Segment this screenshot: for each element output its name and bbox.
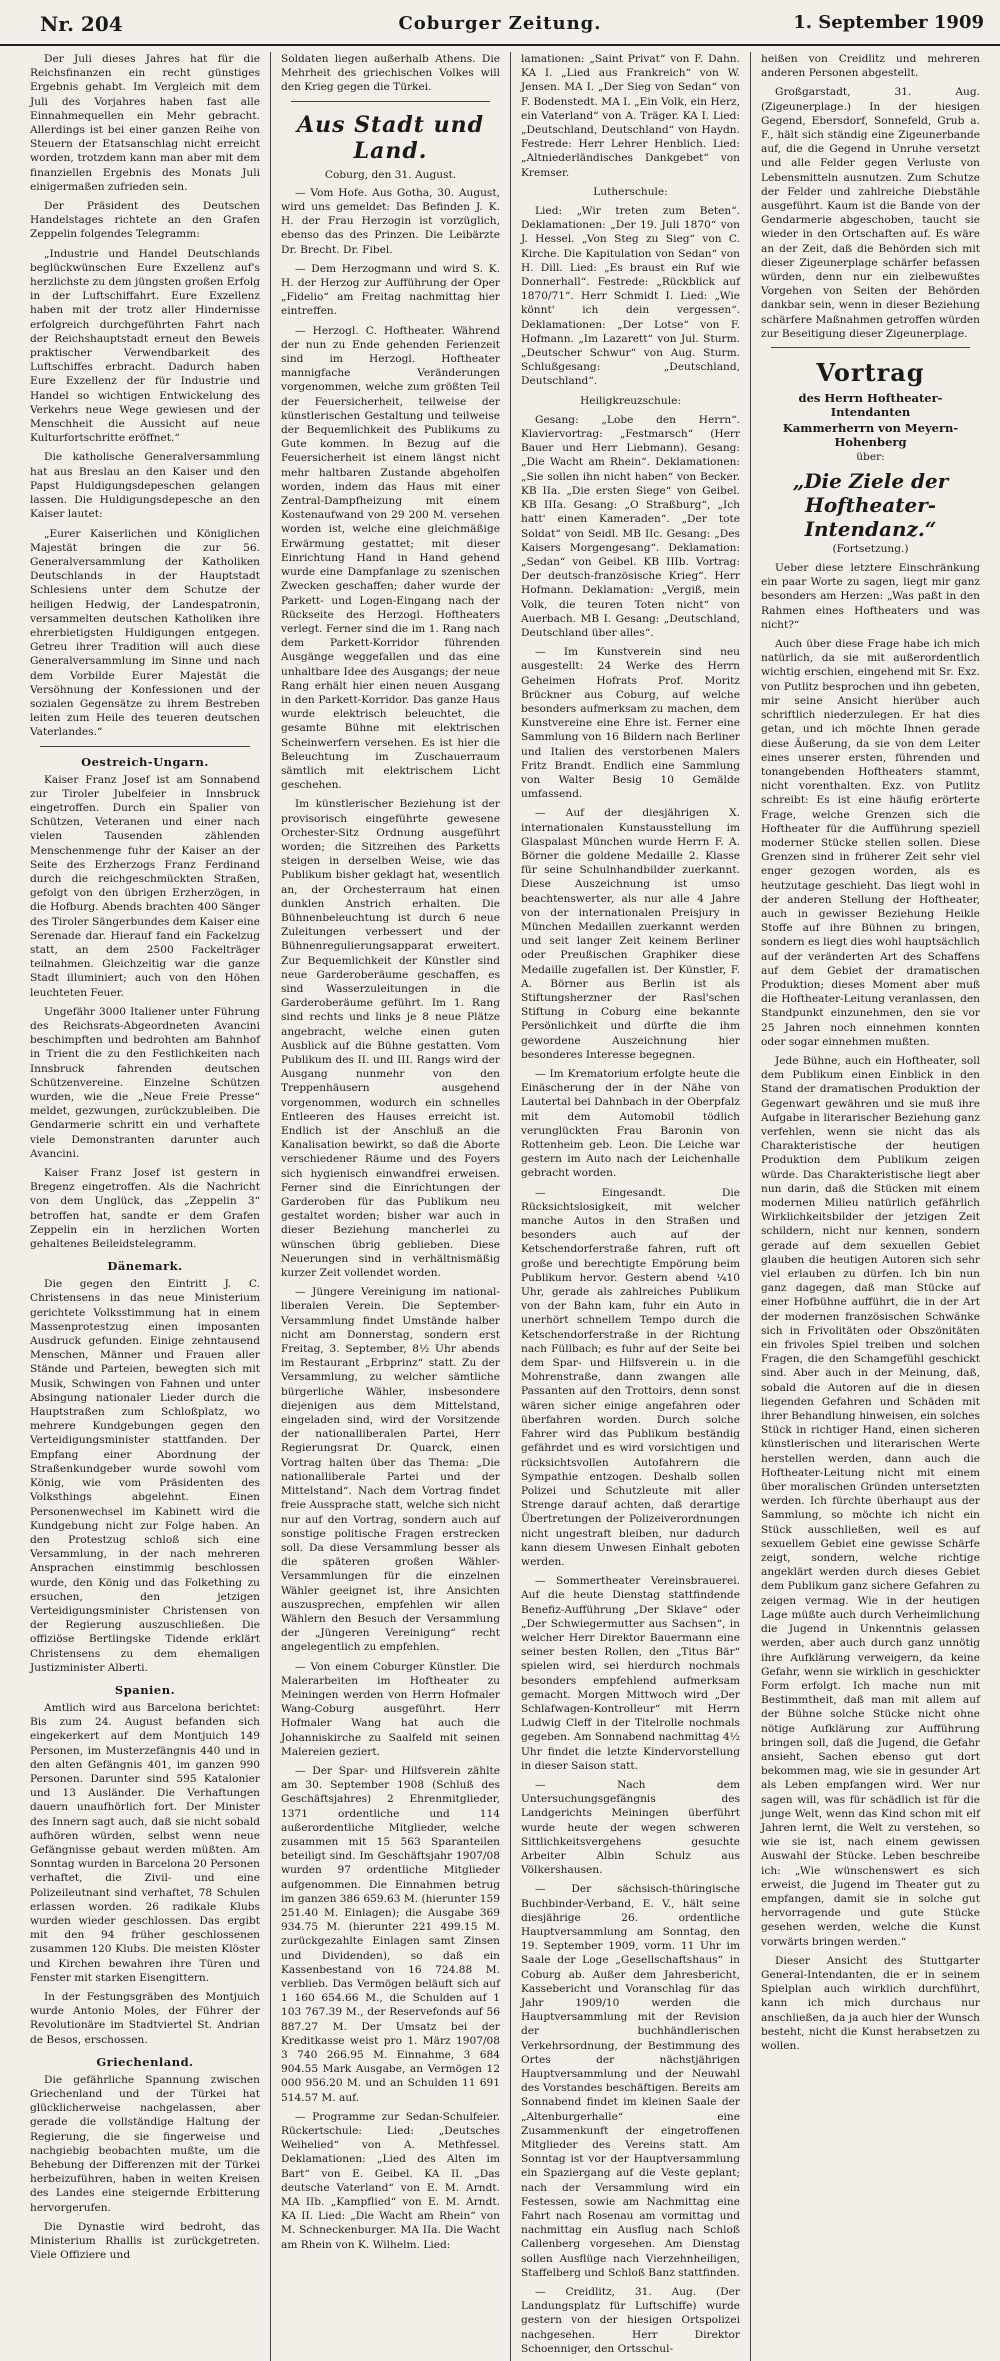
lecture-subtitle: des Herrn Hoftheater-Intendanten (798, 391, 943, 420)
dateline: Coburg, den 31. August. (324, 168, 457, 181)
article-paragraph: — Der sächsisch-thüringische Buchbinder-Verband, E. V., hält seine diesjährige 26. ordentliche Hauptversammlung am Sonntag, den 19. September 1909, vorm. 11 Uhr im Saale der Loge „Gesellschaftshaus“ in Coburg ab. Außer dem Jahresbericht, Kassebericht und Voranschlag für das Jahr 1909/10 werden die Hauptversammlung mit der Revision der buchhändlerischen Verkehrsordnung, der Bestimmung des Ortes der nächstjährigen Hauptversammlung und der Neuwahl des Vorstandes beschäftigen. Bereits am Sonnabend findet im kleinen Saale der „Altenburgerhalle“ eine Zusammenkunft der eingetroffenen Mitglieder des Vereins statt. Am Sonntag ist vor der Hauptversammlung ein Spaziergang auf die Veste geplant; nach der Versammlung wird ein Festessen, sowie am Nachmittag eine Fahrt nach Rosenau am vormittag und nachmittag ein Ausflug nach Schloß Callenberg vorgesehen. Am Dienstag sollen Ausflüge nach Vierzehnheiligen, Staffelberg und Schloß Banz stattfinden. (521, 1883, 740, 2279)
lecture-subtitle: über: (856, 451, 885, 464)
divider (291, 101, 490, 102)
article-paragraph: „Industrie und Handel Deutschlands beglückwünschen Eure Exzellenz auf's herzlichste zu dem jüngsten großen Erfolg in der Luftschiffahrt. Eure Exzellenz haben mit der trotz aller Hindernisse erfolgreich durchgeführten Fahrt nach der Reichshauptstadt erneut den Beweis praktischer Verwendbarkeit des Luftschiffes erbracht. Dadurch haben Eure Exzellenz der für Industrie und Handel so wichtigen Entwickelung des Verkehrs neue Wege gewiesen und der Menschheit die Aussicht auf neue Kulturfortschritte eröffnet.“ (30, 247, 260, 445)
article-paragraph: Die gefährliche Spannung zwischen Griechenland und der Türkei hat glücklicherweise nachgelassen, aber gerade die vollständige Haltung der Regierung, die sie fingerweise und nachgiebig beobachten mußte, um die Behebung der Differenzen mit der Türkei herbeizuführen, haben in weiten Kreisen des Landes eine steigernde Erbitterung hervorgerufen. (30, 2073, 260, 2214)
article-paragraph: — Nach dem Untersuchungsgefängnis des Landgerichts Meiningen überführt wurde heute der wegen schweren Sittlichkeitsvergehens gesuchte Arbeiter Albin Schulz aus Völkershausen. (521, 1778, 740, 1877)
article-paragraph: Jede Bühne, auch ein Hoftheater, soll dem Publikum einen Einblick in den Stand der dramatischen Produktion der Gegenwart gewähren und sie muß ihre Aufgabe in literarischer Beziehung ganz verfehlen, wenn sie nicht das als Charakteristische der heutigen Produktion dem Publikum zeigen würde. Das Charakteristische liegt aber nun darin, daß die Stücken mit einem modernen Milieu natürlich gefährlich Wirklichkeitsbilder der jetzigen Zeit schildern, nicht nur kennen, sondern gerade auf dem sexuellen Gebiet glauben die heutigen Autoren sich sehr viel erlauben zu dürfen. Ich bin nun ganz dagegen, daß man Stücke auf einer Hofbühne aufführt, die in der Art der modernen französischen Schwänke sich in Frivolitäten oder Obszönitäten ein frivoles Spiel treiben und solchen Fragen, die den Schamgefühl geschickt sind. Aber auch in der Meinung, daß, sobald die Autoren auf die in diesen liegenden Gefahren und Schäden mit ihrer Behandlung hinweisen, ein solches Stück in richtiger Hand, einen sicheren künstlerischen und literarischen Werte herstellen werden, dann auch die Hoftheater-Leitung nicht mit einem über moralischen Gründen untersetzten werden. Ich fürchte überhaupt aus der Sammlung, so möchte ich nicht ein Stück ausschließen, weil es auf sexuellem Gebiet eine gewisse Schärfe zeigt, sondern, welche richtige angeklärt werden durch dieses Gebiet dem Publikum ganz sichere Gefahren zu zeigen vermag. Wie in der heutigen Lage müßte auch durch Verheimlichung die Jugend in Unkenntnis gelassen werden, aber auch durch ganz unnötig ihre Aufklärung verweigern, da keine Gefahr, wenn sie wirklich in geschickter Form erfolgt. Ich mache nun mit Bestimmtheit, daß man mit allem auf der Bühne solche Stücke nicht ohne nötige Aufklärung zur Aufführung bringen soll, daß die Jugend, die Gefahr ansieht, Sachen ebenso gut dort bekommen mag, wie sie in gesunder Art als Leben empfangen wird. Wer nur sagen will, was für schädlich ist für die junge Welt, wenn das Kind schon mit elf Jahren lernt, die Welt zu verstehen, so wie sie ist, nach einem gewissen Auswahl der Stücke. Leben beschreibe ich: „Wie wünschenswert es sich erweist, die Jugend im Theater gut zu empfangen, damit sie in solche gut hervorragende und gute Stücke gesehen werden, welche die Kunst vorwärts bringen werden.“ (761, 1054, 980, 1948)
article-paragraph: Die katholische Generalversammlung hat aus Breslau an den Kaiser und den Papst Huldigungsdepeschen gelangen lassen. Die Huldigungsdepesche an den Kaiser lautet: (30, 451, 260, 521)
article-paragraph: — Der Spar- und Hilfsverein zählte am 30. September 1908 (Schluß des Geschäftsjahres) 2 Ehrenmitglieder, 1371 ordentliche und 114 außerordentliche Mitglieder, welche zusammen mit 15 563 Sparanteilen beteiligt sind. Im Geschäftsjahr 1907/08 wurden 97 ordentliche Mitglieder aufgenommen. Die Einnahmen betrug im ganzen 386 659.63 M. (hierunter 159 251.40 M. Einlagen); die Ausgabe 369 934.75 M. (hierunter 221 499.15 M. zurückgezahlte Einlagen samt Zinsen und Dividenden), so daß ein Kassenbestand von 16 724.88 M. verblieb. Das Vermögen beläuft sich auf 1 160 654.66 M., die Schulden auf 1 103 767.39 M., der Reservefonds auf 56 887.27 M. Der Umsatz bei der Kreditkasse weist pro 1. März 1907/08 3 740 266.95 M. Einnahme, 3 684 904.55 Mark Ausgabe, an Vermögen 12 000 956.20 M. und an Schulden 11 691 514.57 M. auf. (281, 1764, 500, 2104)
article-paragraph: Ueber diese letztere Einschränkung ein paar Worte zu sagen, liegt mir ganz besonders am Herzen: „Was paßt in den Rahmen eines Hoftheaters und was nicht?“ (761, 562, 980, 631)
article-paragraph: — Sommertheater Vereinsbrauerei. Auf die heute Dienstag stattfindende Benefiz-Aufführung „Der Sklave“ oder „Der Schwiegermutter aus Sachsen“, in welcher Herr Direktor Bauermann eine seiner besten Rollen, den „Titus Bär“ spielen wird, sei hierdurch nochmals besonders empfehlend aufmerksam gemacht. Morgen Mittwoch wird „Der Schlafwagen-Kontrolleur“ mit Herrn Ludwig Cleff in der Titelrolle nochmals gegeben. Am Sonnabend nachmittag 4½ Uhr findet die letzte Kindervorstellung in dieser Saison statt. (521, 1575, 740, 1772)
article-paragraph: — Im Kunstverein sind neu ausgestellt: 24 Werke des Herrn Geheimen Hofrats Prof. Moritz Brückner aus Coburg, auf welche besonders aufmerksam zu machen, dem Kunstvereine eine Ehre ist. Ferner eine Sammlung von 16 Bildern nach Berliner und Italien des verstorbenen Malers Fritz Brandt. Endlich eine Sammlung von Walter Besig 10 Gemälde umfassend. (521, 646, 740, 801)
article-paragraph: — Eingesandt. Die Rücksichtslosigkeit, mit welcher manche Autos in den Straßen und besonders auch auf der Ketschendorferstraße fahren, ruft oft große und berechtigte Empörung beim Publikum hervor. Gestern abend ¼10 Uhr, gerade als zahlreiches Publikum von der Bahn kam, fuhr ein Auto in unerhört schnellem Tempo durch die Ketschendorferstraße in der Richtung nach Füllbach; es fuhr auf der Seite bei dem Spar- und Hilfsverein u. in die Mohrenstraße, dann zwangen alle Passanten auf den Trottoirs, denn sonst wären sicher einige angefahren oder überfahren worden. Durch solche Fahrer wird das Publikum beständig gefährdet und es wird vorsichtigen und rücksichtsvollen Autofahrern die Sympathie entzogen. Deshalb sollen Polizei und Schutzleute mit aller Strenge darauf achten, daß derartige Übertretungen der Polizeiverordnungen nicht ungestraft bleiben, nur dadurch kann diesem Unwesen Einhalt geboten werden. (521, 1186, 740, 1568)
divider (771, 347, 970, 348)
article-paragraph: „Eurer Kaiserlichen und Königlichen Majestät bringen die zur 56. Generalversammlung der Katholiken Deutschlands in der Hauptstadt Schlesiens unter dem Schutze der heiligen Hedwig, der Landespatronin, versammelten deutschen Katholiken ihre ehrerbietigsten Huldigungen entgegen. Getreu ihrer Tradition will auch diese Generalversammlung im Sinne und nach dem Vorbilde Eurer Majestät die Versöhnung der Konfessionen und der sozialen Gegensätze zu ihrem Bestreben leiten zum Heile des teueren deutschen Vaterlandes.“ (30, 527, 260, 739)
article-paragraph: Kaiser Franz Josef ist gestern in Bregenz eingetroffen. Als die Nachricht von dem Unglück, das „Zeppelin 3“ betroffen hat, sandte er dem Grafen Zeppelin ein in herzlichen Worten gehaltenes Beileidstelegramm. (30, 1167, 260, 1251)
article-paragraph: — Herzogl. C. Hoftheater. Während der nun zu Ende gehenden Ferienzeit sind im Herzogl. Hoftheater mannigfache Veränderungen vorgenommen, welche zum größten Teil der Feuersicherheit, teilweise der künstlerischen Gestaltung und teilweise der Bequemlichkeit des Publikums zu Gute kommen. In Bezug auf die Feuersicherheit ist einem längst nicht mehr haltbaren Zustande abgeholfen worden, indem das Haus mit einer Zentral-Dampfheizung mit einem Kostenaufwand von 29 200 M. versehen worden ist, welche eine gleichmäßige Erwärmung gestattet; mit dieser Einrichtung Hand in Hand gehend wurde eine Dampfanlage zu szenischen Zwecken geschaffen; daher wurde der Parkett- und Logen-Eingang nach der Rückseite des Herzogl. Hoftheaters verlegt. Ferner sind die im 1. Rang nach dem Parkett-Korridor führenden Ausgänge weggefallen und das eine unhaltbare Idee des Ausgangs; der neue Rang erhält hier einen neuen Ausgang in den Parkett-Korridor. Das ganze Haus wurde elektrisch beleuchtet, die gesamte Bühne mit elektrischen Scheinwerfern versehen. Es ist hier die Beleuchtung im Zuschauerraum sämtlich mit elektrischem Licht geschehen. (281, 324, 500, 792)
article-paragraph: Kaiser Franz Josef ist am Sonnabend zur Tiroler Jubelfeier in Innsbruck eingetroffen. Durch ein Spalier von Schützen, Veteranen und einer nach vielen Tausenden zählenden Menschenmenge fuhr der Kaiser an der Seite des Erzherzogs Franz Ferdinand durch die reichgeschmückten Straßen, gefolgt von den übrigen Erzherzögen, in die Hofburg. Abends brachten 400 Sänger des Tiroler Sängerbundes dem Kaiser eine Serenade dar. Hierauf fand ein Fackelzug statt, an dem 2500 Fackelträger teilnahmen. Gleichzeitig war die ganze Stadt illuminiert; auch von den Höhen leuchteten Feuer. (30, 773, 260, 999)
newspaper-columns (30, 52, 990, 2355)
column-4 (750, 52, 990, 2361)
article-paragraph: — Programme zur Sedan-Schulfeier. Rückertschule: Lied: „Deutsches Weihelied“ von A. Methfessel. Deklamationen: „Lied des Alten im Bart“ von E. Geibel. KA II. „Das deutsche Vaterland“ von E. M. Arndt. MA IIb. „Kampflied“ von E. M. Arndt. KA II. Lied: „Die Wacht am Rhein“ von M. Schneckenburger. MA IIa. Die Wacht am Rhein von K. Wilhelm. Lied: (281, 2110, 500, 2251)
school-heading: Lutherschule: (593, 185, 668, 198)
article-paragraph: Großgarstadt, 31. Aug. (Zigeunerplage.) In der hiesigen Gegend, Ebersdorf, Sonnefeld, Grub a. F., hält sich ständig eine Zigeunerbande auf, die die Gegend in Unruhe versetzt und alle Felder gegen Verluste von Lebensmitteln ausnutzen. Zum Schutze der Felder und zahlreiche Diebstähle ausgeführt. Kaum ist die Bande von der Gendarmerie abgeschoben, taucht sie wieder in den Ortschaften auf. Es wäre an der Zeit, daß die Behörden sich mit dieser Zigeunerplage schärfer befassen würden, denn nur ein zielbewußtes Vorgehen von Seiten der Behörden dankbar sein, wenn in dieser Beziehung schärfere Maßnahmen getroffen würden zur Beseitigung dieser Zigeunerplage. (761, 86, 980, 340)
article-paragraph: Die gegen den Eintritt J. C. Christensens in das neue Ministerium gerichtete Volksstimmung hat in einem Massenprotestzug einen imposanten Ausdruck gefunden. Einige zehntausend Menschen, Männer und Frauen aller Stände und Parteien, bewegten sich mit Musik, Schwingen von Fahnen und unter Absingung nationaler Lieder durch die Hauptstraßen zum Schloßplatz, wo mehrere Kundgebungen gegen den Verteidigungsminister stattfanden. Der Empfang einer Abordnung der Straßenkundgeber wurde sowohl vom König, wie vom Präsidenten des Volksthings abgelehnt. Einen Personenwechsel im Kabinett wird die Kundgebung nicht zur Folge haben. An den Protestzug schloß sich eine Versammlung, in der nach mehreren Ansprachen einstimmig beschlossen wurde, den König und das Folkething zu ersuchen, den jetzigen Verteidigungsminister Christensen von der Regierung auszuschließen. Die offiziöse Bertlingske Tidende erklärt Christensens zu dem ehemaligen Justizminister Alberti. (30, 1278, 260, 1674)
article-paragraph: Gesang: „Lobe den Herrn“. Klaviervortrag: „Festmarsch“ (Herr Bauer und Herr Liebmann). Gesang: „Die Wacht am Rhein“. Deklamationen: „Sie sollen ihn nicht haben“ von Becker. KB IIa. „Die ersten Siege“ von Geibel. KB IIIa. Gesang: „O Straßburg“, „Ich hatt' einen Kameraden“. „Der tote Soldat“ von Seidl. MB IIc. Gesang: „Des Kaisers Morgengesang“. Deklamation: „Sedan“ von Geibel. KB IIIb. Vortrag: Der deutsch-französische Krieg“. Herr Hofmann. Deklamation: „Vergiß, mein Volk, die teuren Toten nicht“ von Auerbach. MB I. Gesang: „Deutschland, Deutschland über alles“. (521, 413, 740, 639)
column-2 (270, 52, 510, 2361)
lecture-subtitle: Kammerherrn von Meyern-Hohenberg (782, 421, 959, 450)
article-paragraph: In der Festungsgräben des Montjuich wurde Antonio Moles, der Führer der Revolutionäre im Stadtviertel St. Andrian de Besos, erschossen. (30, 1991, 260, 2046)
article-paragraph: — Von einem Coburger Künstler. Die Malerarbeiten im Hoftheater zu Meiningen werden von Herrn Hofmaler Wang-Coburg ausgeführt. Herr Hofmaler Wang hat auch die Johanniskirche zu Saalfeld mit seinen Malereien geziert. (281, 1660, 500, 1758)
divider (40, 746, 250, 747)
article-paragraph: Ungefähr 3000 Italiener unter Führung des Reichsrats-Abgeordneten Avancini beschimpften und bedrohten am Bahnhof in Trient die zu den Festlichkeiten nach Innsbruck fahrenden deutschen Schützenvereine. Einzelne Schützen wurden, wie die „Neue Freie Presse“ meldet, gezwungen, zurückzubleiben. Die Gendarmerie schritt ein und verhaftete viele Demonstranten darunter auch Avancini. (30, 1005, 260, 1160)
article-paragraph: Auch über diese Frage habe ich mich natürlich, da sie mit außerordentlich wichtig erschien, eingehend mit Sr. Exz. von Putlitz besprochen und ihn gebeten, mir seine Ansicht hierüber auch schriftlich niederzulegen. Er hat dies getan, und ich möchte Ihnen gerade diese Äußerung, da sie von dem Leiter eines unserer ersten, führenden und tonangebenden Hoftheaters stammt, nicht vorenthalten. Exz. von Putlitz schreibt: Es ist eine häufig erörterte Frage, welche Grenzen sich die Hoftheater für die Aufführung speziell moderner Stücke stellen sollen. Diese Grenzen sind in früherer Zeit sehr viel enger gezogen worden, als es heutzutage geschieht. Das liegt wohl in der anderen Stellung der Hoftheater, auch in gewisser Beziehung Heikle Stoffe auf ihre Bühnen zu bringen, sondern es liegt dies wohl hauptsächlich auf der veränderten Art des Schaffens auf dem Gebiet der dramatischen Produktion; dieses Moment aber muß die Hoftheater-Leitung veranlassen, den Standpunkt einzunehmen, den sie vor 25 Jahren noch einnehmen konnten oder sogar einnehmen mußten. (761, 638, 980, 1048)
article-paragraph: Soldaten liegen außerhalb Athens. Die Mehrheit des griechischen Volkes will den Krieg gegen die Türkei. (281, 53, 500, 94)
article-paragraph: Dieser Ansicht des Stuttgarter General-Intendanten, die er in seinem Spielplan auch wirklich durchführt, kann ich mich durchaus nur anschließen, da ja auch hier der Wunsch besteht, nicht die Kunst herabsetzen zu wollen. (761, 1954, 980, 2052)
masthead (0, 0, 1000, 46)
lecture-title: Vortrag (816, 358, 925, 388)
continuation-note: (Fortsetzung.) (832, 543, 909, 556)
article-paragraph: Der Präsident des Deutschen Handelstages richtete an den Grafen Zeppelin folgendes Telegramm: (30, 200, 260, 241)
article-paragraph: lamationen: „Saint Privat“ von F. Dahn. KA I. „Lied aus Frankreich“ von W. Jensen. MA I. „Der Sieg von Sedan“ von F. Bodenstedt. MA I. „Ein Volk, ein Herz, ein Vaterland“ von A. Träger. KA I. Lied: „Deutschland, Deutschland“ von Haydn. Festrede: Herr Lehrer Henblich. Lied: „Altniederländisches Dankgebet“ von Kremser. (521, 53, 740, 179)
article-paragraph: — Jüngere Vereinigung im national-liberalen Verein. Die September-Versammlung findet Umstände halber nicht am Donnerstag, sondern erst Freitag, 3. September, 8½ Uhr abends im Restaurant „Erbprinz“ statt. Zu der Versammlung, zu welcher sämtliche bürgerliche Wähler, insbesondere diejenigen aus dem Mittelstand, eingeladen sind, wird der Vorsitzende der nationalliberalen Partei, Herr Regierungsrat Dr. Quarck, einen Vortrag halten über das Thema: „Die nationalliberale Partei und der Mittelstand“. Nach dem Vortrag findet freie Aussprache statt, welche sich nicht nur auf den Vortrag, sondern auch auf sonstige politische Fragen erstrecken soll. Da diese Versammlung besser als die späteren großen Wähler-Versammlungen für die einzelnen Wähler geeignet ist, ihre Ansichten auszusprechen, empfehlen wir allen Wählern den Besuch der Versammlung der „Jüngeren Vereinigung“ recht angelegentlich zu empfehlen. (281, 1286, 500, 1654)
article-paragraph: Die Dynastie wird bedroht, das Ministerium Rhallis ist zurückgetreten. Viele Offiziere und (30, 2220, 260, 2262)
lecture-heading: „Die Ziele der Hoftheater-Intendanz.“ (792, 469, 949, 542)
article-paragraph: heißen von Creidlitz und mehreren anderen Personen abgestellt. (761, 53, 980, 80)
section-heading-local: Aus Stadt und Land. (297, 111, 484, 164)
article-paragraph: — Im Krematorium erfolgte heute die Einäscherung der in der Nähe von Lautertal bei Dahnbach in der Oberpfalz mit dem Automobil tödlich verunglückten Frau Baronin von Rottenheim geb. Leon. Die Leiche war gestern im Auto nach der Leichenhalle gebracht worden. (521, 1068, 740, 1180)
issue-date: 1. September 1909 (793, 12, 984, 33)
section-heading-spain: Spanien. (114, 1682, 176, 1697)
newspaper-title: Coburger Zeitung. (398, 13, 602, 34)
section-heading-greece: Griechenland. (96, 2054, 194, 2069)
article-paragraph: Der Juli dieses Jahres hat für die Reichsfinanzen ein recht günstiges Ergebnis gehabt. Im Vergleich mit dem Juli des Vorjahres haben fast alle Einnahmequellen ein Mehr gebracht. Allerdings ist bei einer ganzen Reihe von Steuern der Etatsanschlag nicht erreicht worden, trotzdem kann man aber mit dem finanziellen Ergebnis des Monats Juli einigermaßen zufrieden sein. (30, 53, 260, 193)
article-paragraph: Im künstlerischer Beziehung ist der provisorisch eingeführte gewesene Orchester-Sitz Ordnung ausgeführt worden; die Sitzreihen des Parketts steigen in derselben Weise, wie das Publikum bisher geklagt hat, wesentlich an, der Orchesterraum hat einen dunklen Anstrich erhalten. Die Bühnenbeleuchtung ist durch 6 neue Zuleitungen verbessert und der Bühnenregulierungsapparat erweitert. Zur Bequemlichkeit der Künstler sind neue Garderoberäume geschaffen, es sind Wasserzuleitungen in die Garderoberäume geführt. Im 1. Rang sind rechts und links je 8 neue Plätze angebracht, welche einen guten Ausblick auf die Bühne gestatten. Vom Publikum des II. und III. Rangs wird der Ausgang nunmehr von den Treppenhäusern ausgehend vorgenommen, wodurch ein schnelles Entleeren des Hauses erreicht ist. Endlich ist der Anschluß an die Kanalisation bewirkt, so daß die Aborte verschiedener Räume und des Foyers sich hygienisch einwandfrei erweisen. Ferner sind die Einrichtungen der Garderoben für das Publikum neu gestaltet worden; bisher war auch in dieser Beziehung mancherlei zu wünschen übrig geblieben. Diese Neuerungen sind in verhältnismäßig kurzer Zeit vollendet worden. (281, 798, 500, 1280)
school-heading: Heiligkreuzschule: (580, 394, 681, 407)
column-3 (510, 52, 750, 2361)
section-heading-austria: Oestreich-Ungarn. (81, 754, 209, 769)
article-paragraph: — Vom Hofe. Aus Gotha, 30. August, wird uns gemeldet: Das Befinden J. K. H. der Frau Herzogin ist vorzüglich, ebenso das des Prinzen. Die Leibärzte Dr. Brecht. Dr. Fibel. (281, 186, 500, 256)
issue-number: Nr. 204 (40, 12, 123, 36)
section-heading-denmark: Dänemark. (107, 1259, 183, 1274)
article-paragraph: Amtlich wird aus Barcelona berichtet: Bis zum 24. August befanden sich eingekerkert auf dem Montjuich 149 Personen, im Musterzefängnis 440 und in den alten Gefängnis 401, im ganzen 990 Personen. Darunter sind 595 Katalonier und 13 Ausländer. Die Verhaftungen dauern unaufhörlich fort. Der Minister des Innern sagt auch, daß sie nicht sobald aufhören würden, selbst wenn neue Gefängnisse gebaut werden müßten. Am Sonntag wurden in Barcelona 20 Personen verhaftet, die Zivil- und eine Polizeileutnant sind verhaftet, 78 Schulen erlassen worden. 26 radikale Klubs wurden wieder geschlossen. Das ergibt mit den 94 früher geschlossenen zusammen 120 Klubs. Die meisten Klöster und Kirchen bewahren ihre Türen und Fenster mit starken Eisengittern. (30, 1701, 260, 1984)
article-paragraph: Lied: „Wir treten zum Beten“. Deklamationen: „Der 19. Juli 1870“ von J. Hessel. „Von Steg zu Sieg“ von C. Kirche. Die Kapitulation von Sedan“ von H. Dill. Lied: „Es braust ein Ruf wie Donnerhall“. Festrede: „Rückblick auf 1870/71“. Herr Schmidt I. Lied: „Wie könnt' ich dein vergessen“. Deklamationen: „Der Lotse“ von F. Hofmann. „Im Lazarett“ von Jul. Sturm. „Deutscher Schwur“ von Aug. Sturm. Schlußgesang: „Deutschland, Deutschland“. (521, 205, 740, 388)
article-paragraph: — Creidlitz, 31. Aug. (Der Landungsplatz für Luftschiffe) wurde gestern von der hiesigen Ortspolizei nachgesehen. Herr Direktor Schoenniger, den Ortsschul- (521, 2286, 740, 2355)
column-1 (30, 52, 270, 2361)
article-paragraph: — Dem Herzogmann und wird S. K. H. der Herzog zur Aufführung der Oper „Fidelio“ am Freitag nachmittag hier eintreffen. (281, 262, 500, 318)
article-paragraph: — Auf der diesjährigen X. internationalen Kunstausstellung im Glaspalast München wurde Herrn F. A. Börner die goldene Medaille 2. Klasse für seine Schulnhandbilder zuerkannt. Diese Auszeichnung ist umso beachtenswerter, als nur alle 4 Jahre von der internationalen Preisjury in München Medaillen zuerkannt werden und seit langer Zeit keinem Berliner oder Preußischen Graphiker diese Medaille zugefallen ist. Der Künstler, F. A. Börner aus Berlin ist als Stiftungsherzner der Rasl'schen Stiftung in Coburg eine bekannte Persönlichkeit und dürfte die ihm gewordene Auszeichnung hier besonderes Interesse begegnen. (521, 807, 740, 1061)
